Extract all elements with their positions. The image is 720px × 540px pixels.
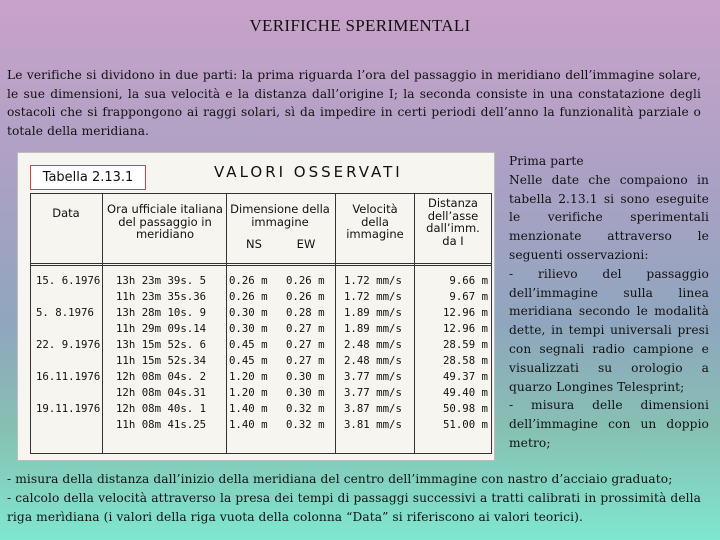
cell-velocity: 3.81 mm/s: [344, 418, 402, 431]
table-row: [30, 273, 492, 289]
bottom-item: - calcolo della velocità attraverso la presa dei tempi di passaggi successivi a tratti calibrati in prossimità della riga merìdiana (i valori della riga vuota della colonna “Data” si riferiscono ai valori teorici).: [7, 490, 701, 524]
table-row: [30, 401, 492, 417]
cell-date: 19.11.1976: [36, 402, 101, 415]
column-header-velocity: Velocità della immagine: [346, 202, 404, 241]
header-divider: [30, 265, 492, 266]
table-row: [30, 305, 492, 321]
cell-ns: 0.45 m: [229, 338, 268, 351]
column-header-distance: Distanza dell’asse dall’imm. da I: [426, 196, 480, 248]
table-border: [30, 453, 492, 454]
intro-paragraph: Le verifiche si dividono in due parti: la prima riguarda l’ora del passaggio in meridiano dell’immagine solare, le sue dimensioni, la sua velocità e la distanza dall’origine I; la seconda consiste in una constatazione degli ostacoli che si frappongono ai raggi solari, sì da impedire in certi periodi dell’anno la funzionalità parziale o totale della meridiana.: [7, 68, 701, 139]
side-heading: Prima parte: [509, 154, 584, 168]
cell-ns: 1.40 m: [229, 418, 268, 431]
side-item: - rilievo del passaggio dell’immagine sulla linea meridiana secondo le modalità dette, in tempi universali presi con segnali radio campione e visualizzati su orologio a quarzo Longines Telesprint;: [509, 266, 709, 394]
table-border: [30, 193, 492, 194]
cell-date: 22. 9.1976: [36, 338, 101, 351]
cell-ew: 0.32 m: [286, 402, 325, 415]
cell-ew: 0.30 m: [286, 386, 325, 399]
table-row: [30, 385, 492, 401]
column-header-ora: Ora ufficiale italiana del passaggio in meridiano: [107, 202, 223, 241]
cell-ora: 13h 15m 52s. 6: [116, 338, 207, 351]
cell-ew: 0.28 m: [286, 306, 325, 319]
cell-ew: 0.30 m: [286, 370, 325, 383]
cell-distance: 9.66 m: [449, 274, 488, 287]
cell-velocity: 2.48 mm/s: [344, 354, 402, 367]
page-title: VERIFICHE SPERIMENTALI: [249, 16, 471, 35]
cell-distance: 12.96 m: [442, 306, 488, 319]
cell-ns: 0.30 m: [229, 306, 268, 319]
cell-ns: 0.30 m: [229, 322, 268, 335]
cell-velocity: 1.72 mm/s: [344, 290, 402, 303]
cell-distance: 28.59 m: [442, 338, 488, 351]
cell-ora: 11h 08m 41s.25: [116, 418, 207, 431]
cell-ora: 13h 23m 39s. 5: [116, 274, 207, 287]
cell-ew: 0.32 m: [286, 418, 325, 431]
cell-ora: 12h 08m 40s. 1: [116, 402, 207, 415]
side-column: [509, 152, 709, 453]
cell-velocity: 3.87 mm/s: [344, 402, 402, 415]
side-paragraph: Nelle date che compaiono in tabella 2.13.1 si sono eseguite le verifiche sperimentali menzionate attraverso le seguenti osservazioni:: [509, 172, 709, 262]
cell-ns: 0.26 m: [229, 274, 268, 287]
header-divider: [30, 263, 492, 264]
cell-ns: 1.20 m: [229, 386, 268, 399]
cell-ora: 11h 29m 09s.14: [116, 322, 207, 335]
column-header-ns: NS: [246, 237, 262, 251]
cell-velocity: 1.89 mm/s: [344, 322, 402, 335]
table-row: [30, 369, 492, 385]
table-row: [30, 289, 492, 305]
table-row: [30, 417, 492, 433]
cell-distance: 9.67 m: [449, 290, 488, 303]
cell-distance: 49.37 m: [442, 370, 488, 383]
cell-distance: 50.98 m: [442, 402, 488, 415]
column-header-dimension: Dimensione della immagine: [230, 202, 330, 229]
table-scan: [17, 152, 495, 461]
cell-ew: 0.26 m: [286, 290, 325, 303]
side-item: - misura delle dimensioni dell’immagine con un doppio metro;: [509, 398, 709, 450]
cell-date: 16.11.1976: [36, 370, 101, 383]
cell-ns: 0.26 m: [229, 290, 268, 303]
cell-ora: 12h 08m 04s.31: [116, 386, 207, 399]
cell-velocity: 3.77 mm/s: [344, 386, 402, 399]
cell-ew: 0.27 m: [286, 322, 325, 335]
cell-date: 15. 6.1976: [36, 274, 101, 287]
bottom-item: - misura della distanza dall’inizio della meridiana del centro dell’immagine con nastro d’acciaio graduato;: [7, 472, 673, 486]
cell-distance: 49.40 m: [442, 386, 488, 399]
cell-ora: 11h 15m 52s.34: [116, 354, 207, 367]
column-header-date: Data: [52, 206, 80, 220]
cell-ew: 0.27 m: [286, 338, 325, 351]
table-heading: VALORI OSSERVATI: [214, 163, 403, 181]
bottom-paragraph: [7, 470, 701, 526]
cell-velocity: 1.89 mm/s: [344, 306, 402, 319]
cell-distance: 51.00 m: [442, 418, 488, 431]
cell-distance: 12.96 m: [442, 322, 488, 335]
cell-velocity: 1.72 mm/s: [344, 274, 402, 287]
table-row: [30, 337, 492, 353]
cell-ew: 0.27 m: [286, 354, 325, 367]
table-row: [30, 353, 492, 369]
cell-date: 5. 8.1976: [36, 306, 94, 319]
cell-velocity: 2.48 mm/s: [344, 338, 402, 351]
table-caption: Tabella 2.13.1: [30, 165, 146, 190]
cell-ora: 13h 28m 10s. 9: [116, 306, 207, 319]
cell-ns: 1.40 m: [229, 402, 268, 415]
cell-ora: 11h 23m 35s.36: [116, 290, 207, 303]
cell-ns: 1.20 m: [229, 370, 268, 383]
observed-values-table: [30, 193, 492, 454]
cell-distance: 28.58 m: [442, 354, 488, 367]
table-row: [30, 321, 492, 337]
column-header-ew: EW: [296, 237, 316, 251]
cell-velocity: 3.77 mm/s: [344, 370, 402, 383]
cell-ew: 0.26 m: [286, 274, 325, 287]
cell-ns: 0.45 m: [229, 354, 268, 367]
cell-ora: 12h 08m 04s. 2: [116, 370, 207, 383]
